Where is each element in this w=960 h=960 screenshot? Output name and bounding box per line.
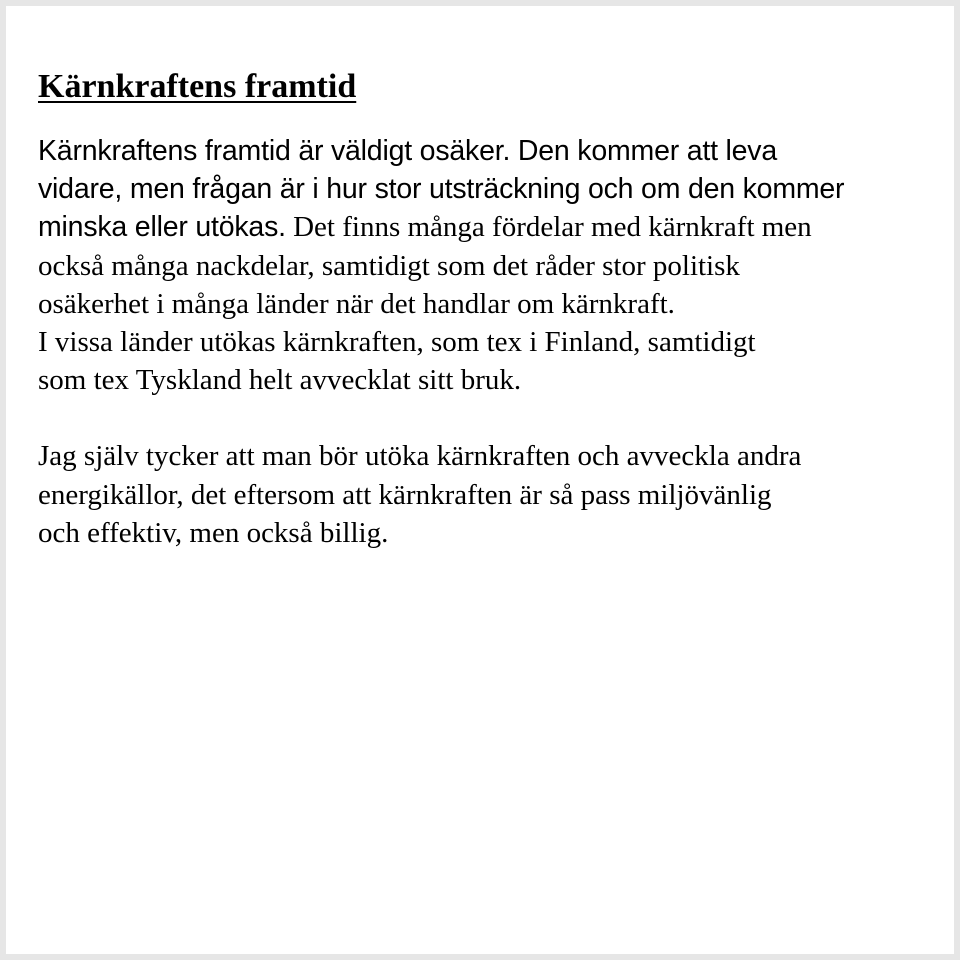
paragraph-line: och effektiv, men också billig. (38, 516, 389, 549)
paragraph-line: vidare, men frågan är i hur stor utsträckning och om den kommer (38, 173, 845, 206)
paragraph-line (38, 208, 938, 246)
paragraph-line: I vissa länder utökas kärnkraften, som tex i Finland, samtidigt (38, 326, 756, 359)
paragraph-line: som tex Tyskland helt avvecklat sitt bruk. (38, 364, 522, 397)
document-page (38, 64, 938, 552)
paragraph-opinion (38, 437, 938, 552)
paragraph-line: Kärnkraftens framtid är väldigt osäker. Den kommer att leva (38, 135, 778, 167)
paragraph-line: osäkerhet i många länder när det handlar om kärnkraft. (38, 287, 675, 320)
paragraph-line-segment: Det finns många fördelar med kärnkraft men (285, 211, 812, 244)
paragraph-line-segment: minska eller utökas. (38, 211, 286, 244)
paragraph-intro (38, 132, 938, 399)
document-title: Kärnkraftens framtid (38, 68, 357, 105)
paragraph-line: energikällor, det eftersom att kärnkraften är så pass miljövänlig (38, 478, 772, 511)
paragraph-line: Jag själv tycker att man bör utöka kärnkraften och avveckla andra (38, 440, 802, 473)
paragraph-line: också många nackdelar, samtidigt som det råder stor politisk (38, 249, 740, 282)
